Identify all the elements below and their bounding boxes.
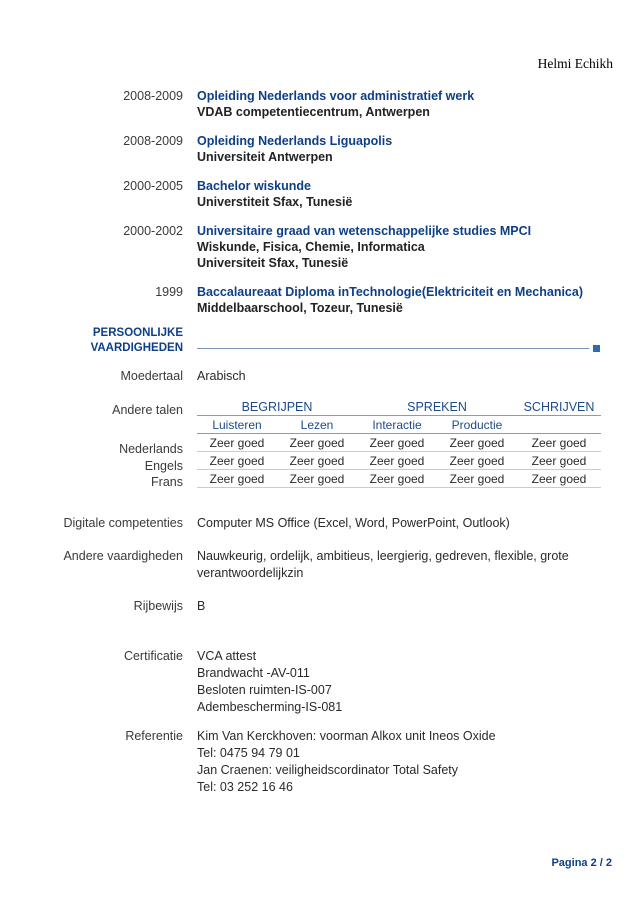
education-detail: Universiteit Sfax, Tunesië (197, 256, 349, 270)
education-item (197, 284, 583, 316)
digital-skills-value: Computer MS Office (Excel, Word, PowerPoint, Outlook) (197, 516, 510, 530)
education-date: 2000-2005 (123, 179, 183, 193)
language-names (0, 441, 183, 491)
other-skills-label: Andere vaardigheden (63, 549, 183, 563)
education-date: 2008-2009 (123, 89, 183, 103)
level-cell: Zeer goed (197, 470, 277, 488)
digital-skills-label: Digitale competenties (63, 516, 183, 530)
education-date: 1999 (155, 285, 183, 299)
reference-item: Tel: 0475 94 79 01 (197, 746, 300, 760)
education-detail: Universtiteit Sfax, Tunesië (197, 195, 353, 209)
level-cell: Zeer goed (357, 470, 437, 488)
education-item (197, 223, 531, 271)
group-header: SPREKEN (357, 398, 517, 416)
education-title: Opleiding Nederlands Liguapolis (197, 134, 393, 148)
group-header: BEGRIJPEN (197, 398, 357, 416)
level-cell: Zeer goed (277, 434, 357, 452)
sub-header: Lezen (277, 416, 357, 434)
reference-item: Kim Van Kerckhoven: voorman Alkox unit Ineos Oxide (197, 729, 496, 743)
certificates-list (197, 648, 342, 716)
certificate-item: Brandwacht -AV-011 (197, 666, 310, 680)
references-label: Referentie (125, 729, 183, 743)
education-detail: Universiteit Antwerpen (197, 150, 333, 164)
education-title: Opleiding Nederlands voor administratief werk (197, 89, 475, 103)
other-skills-line: verantwoordelijkzin (197, 566, 304, 580)
certificate-item: Besloten ruimten-IS-007 (197, 683, 332, 697)
level-cell: Zeer goed (437, 434, 517, 452)
level-cell: Zeer goed (357, 452, 437, 470)
level-cell: Zeer goed (357, 434, 437, 452)
certificates-label: Certificatie (123, 649, 183, 663)
section-heading-personal-skills (60, 326, 183, 356)
sub-header-empty (517, 416, 601, 434)
level-cell: Zeer goed (517, 452, 601, 470)
education-title: Universitaire graad van wetenschappelijke studies MPCI (197, 224, 532, 238)
candidate-name: Helmi Echikh (537, 56, 613, 71)
section-heading-line: PERSOONLIJKE (92, 327, 183, 339)
reference-item: Jan Craenen: veiligheidscordinator Total Safety (197, 763, 459, 777)
reference-item: Tel: 03 252 16 46 (197, 780, 293, 794)
certificate-item: Adembescherming-IS-081 (197, 700, 343, 714)
table-row (197, 470, 601, 488)
level-cell: Zeer goed (277, 452, 357, 470)
language-name: Engels (144, 458, 183, 473)
section-heading-line: VAARDIGHEDEN (90, 342, 183, 354)
sub-header: Productie (437, 416, 517, 434)
mother-tongue-label: Moedertaal (120, 369, 183, 383)
other-skills-value (197, 548, 569, 582)
language-table (197, 398, 601, 488)
education-detail: Middelbaarschool, Tozeur, Tunesië (197, 301, 403, 315)
sub-header: Luisteren (197, 416, 277, 434)
level-cell: Zeer goed (197, 434, 277, 452)
sub-header: Interactie (357, 416, 437, 434)
other-languages-label: Andere talen (112, 403, 183, 417)
language-group-header-row (197, 398, 601, 416)
section-marker-icon (593, 345, 600, 352)
education-detail: Wiskunde, Fisica, Chemie, Informatica (197, 240, 425, 254)
mother-tongue-value: Arabisch (197, 369, 246, 383)
level-cell: Zeer goed (517, 470, 601, 488)
page-number: Pagina 2 / 2 (551, 857, 612, 869)
table-row (197, 452, 601, 470)
language-name: Frans (151, 475, 183, 489)
other-skills-line: Nauwkeurig, ordelijk, ambitieus, leergierig, gedreven, flexible, grote (197, 549, 569, 563)
education-item (197, 133, 392, 165)
level-cell: Zeer goed (517, 434, 601, 452)
education-date: 2000-2002 (123, 224, 183, 238)
education-title: Bachelor wiskunde (197, 179, 311, 193)
education-title: Baccalaureaat Diploma inTechnologie(Elektriciteit en Mechanica) (197, 285, 583, 299)
references-list (197, 728, 496, 796)
education-item (197, 88, 474, 120)
certificate-item: VCA attest (197, 649, 257, 663)
license-label: Rijbewijs (133, 599, 183, 613)
education-date: 2008-2009 (123, 134, 183, 148)
level-cell: Zeer goed (437, 452, 517, 470)
group-header: SCHRIJVEN (517, 398, 601, 416)
table-row (197, 434, 601, 452)
license-value: B (197, 599, 206, 613)
level-cell: Zeer goed (197, 452, 277, 470)
language-subheader-row (197, 416, 601, 434)
section-divider (197, 348, 589, 349)
language-name: Nederlands (119, 442, 183, 456)
education-detail: VDAB competentiecentrum, Antwerpen (197, 105, 430, 119)
level-cell: Zeer goed (277, 470, 357, 488)
education-item (197, 178, 352, 210)
level-cell: Zeer goed (437, 470, 517, 488)
